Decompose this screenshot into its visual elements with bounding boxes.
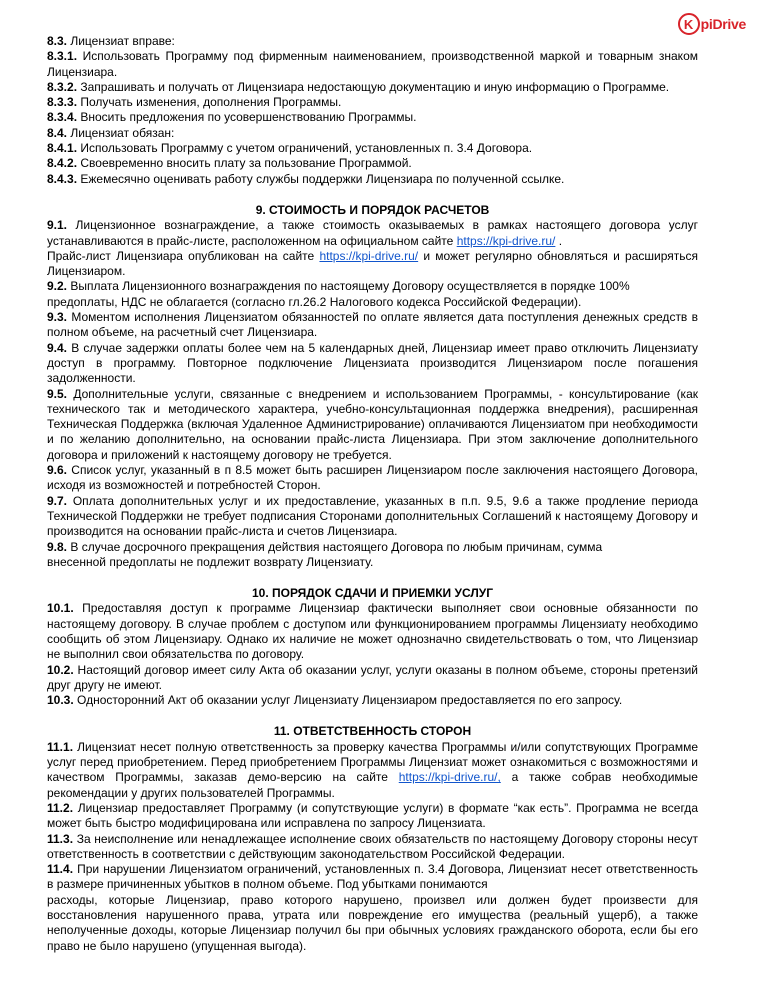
clause-10-2: 10.2. Настоящий договор имеет силу Акта об оказании услуг, услуги оказаны в полном объеме, стороны претензий друг другу не имеют.: [47, 662, 698, 692]
kpi-drive-link[interactable]: https://kpi-drive.ru/,: [398, 770, 501, 785]
clause-11-1: 11.1. Лицензиат несет полную ответственность за проверку качества Программы и/или сопутствующих Программе услуг перед приобретением. Перед приобретением Программы Лицензиат может ознакомиться с возможностями и качеством Программы, заказав демо-версию на сайте https://kpi-drive.ru/, а также собрав необходимые рекомендации у других пользователей Программы.: [47, 739, 698, 800]
logo-mark: K: [678, 13, 700, 35]
clause-8-3-4: 8.3.4. Вносить предложения по усовершенствованию Программы.: [47, 110, 417, 125]
logo-text: piDrive: [700, 16, 746, 32]
clause-8-3-3: 8.3.3. Получать изменения, дополнения Программы.: [47, 95, 342, 110]
clause-11-3: 11.3. За неисполнение или ненадлежащее исполнение своих обязательств по настоящему Договору стороны несут ответственность в соответствии с действующим законодательством Российской Федерации.: [47, 831, 698, 861]
kpi-drive-link[interactable]: https://kpi-drive.ru/: [456, 233, 556, 248]
clause-9-3: 9.3. Моментом исполнения Лицензиатом обязанностей по оплате является дата поступления денежных средств в полном объеме, на расчетный счет Лицензиара.: [47, 310, 698, 340]
clause-8-4-1: 8.4.1. Использовать Программу с учетом ограничений, установленных п. 3.4 Договора.: [47, 141, 533, 156]
clause-9-7: 9.7. Оплата дополнительных услуг и их предоставление, указанных в п.п. 9.5, 9.6 а также продление периода Технической Поддержки не требует подписания Сторонами дополнительных Соглашений к настоящему Договору и производится на основании прайс-листа и счетов Лицензиара.: [47, 493, 698, 539]
kpi-drive-link[interactable]: https://kpi-drive.ru/: [319, 248, 419, 263]
clause-9-4: 9.4. В случае задержки оплаты более чем на 5 календарных дней, Лицензиар имеет право отключить Лицензиату доступ в программу. Повторное подключение Лицензиата производится Лицензиаром после погашения задолженности.: [47, 340, 698, 386]
section-10-title: 10. ПОРЯДОК СДАЧИ И ПРИЕМКИ УСЛУГ: [251, 586, 494, 601]
clause-8-4: 8.4. Лицензиат обязан:: [47, 125, 175, 140]
clause-8-3-1: 8.3.1. Использовать Программу под фирменным наименованием, производственной маркой и товарным знаком Лицензиара.: [47, 49, 698, 79]
clause-9-1: 9.1. Лицензионное вознаграждение, а также стоимость оказываемых в рамках настоящего договора услуг устанавливаются в прайс-листе, расположенном на официальном сайте https://kpi-drive.ru/ .: [47, 218, 698, 248]
clause-8-4-3: 8.4.3. Ежемесячно оценивать работу службы поддержки Лицензиара по полученной ссылке.: [47, 171, 565, 186]
kpidrive-logo: [678, 12, 746, 36]
clause-9-5: 9.5. Дополнительные услуги, связанные с внедрением и использованием Программы, - консультирование (как технического так и методического характера, учебно-консультационная поддержка внедрения), расширенная Техническая Поддержка (включая Удаленное Администрирование) оплачиваются Лицензиатом при необходимости и по желанию дополнительно, на основании прайс-листа Лицензиара. При этом заключение дополнительного договора и приложений к настоящему договору не требуется.: [47, 386, 698, 462]
clause-11-4: 11.4. При нарушении Лицензиатом ограничений, установленных п. 3.4 Договора, Лицензиат несет ответственность в размере причиненных убытков в полном объеме. Под убытками понимаются: [47, 862, 698, 892]
clause-8-4-2: 8.4.2. Своевременно вносить плату за пользование Программой.: [47, 156, 412, 171]
clause-10-1: 10.1. Предоставляя доступ к программе Лицензиар фактически выполняет свои основные обязанности по настоящему договору. В случае проблем с доступом или функционированием программы Лицензиату необходимо сообщить об этом Лицензиару. Однако их наличие не может однозначно свидетельствовать о том, что Лицензиар не выполнил свои обязательства по договору.: [47, 601, 698, 662]
clause-8-3-2: 8.3.2. Запрашивать и получать от Лицензиара недостающую документацию и иную информацию о Программе.: [47, 79, 670, 94]
document-body: [47, 34, 698, 954]
clause-11-4-cont: расходы, которые Лицензиар, право которого нарушено, произвел или должен будет произвести для восстановления нарушенного права, утрата или повреждение его имущества (реальный ущерб), а также неполученные доходы, которые Лицензиар получил бы при обычных условиях гражданского оборота, если бы его право не было нарушено (упущенная выгода).: [47, 892, 698, 953]
clause-9-2: 9.2. Выплата Лицензионного вознаграждения по настоящему Договору осуществляется в порядке 100% предоплаты, НДС не облагается (согласно гл.26.2 Налогового кодекса Российской Федерации).: [47, 279, 630, 309]
clause-8-3: 8.3. Лицензиат вправе:: [47, 34, 175, 48]
clause-11-2: 11.2. Лицензиар предоставляет Программу (и сопутствующие услуги) в формате “как есть”. Программа не всегда может быть быстро модифицирована или исправлена по запросу Лицензиата.: [47, 800, 698, 831]
section-9-title: 9. СТОИМОСТЬ И ПОРЯДОК РАСЧЕТОВ: [255, 202, 490, 217]
section-11-title: 11. ОТВЕТСТВЕННОСТЬ СТОРОН: [273, 724, 472, 739]
clause-9-1-pricelist: Прайс-лист Лицензиара опубликован на сайте https://kpi-drive.ru/ и может регулярно обновляться и расширяться Лицензиаром.: [47, 248, 698, 279]
clause-9-8: 9.8. В случае досрочного прекращения действия настоящего Договора по любым причинам, сумма внесенной предоплаты не подлежит возврату Лицензиату.: [47, 539, 603, 569]
clause-9-6: 9.6. Список услуг, указанный в п 8.5 может быть расширен Лицензиаром после заключения настоящего Договора, исходя из возможностей и потребностей Сторон.: [47, 463, 698, 493]
clause-10-3: 10.3. Односторонний Акт об оказании услуг Лицензиату Лицензиаром предоставляется по его запросу.: [47, 693, 623, 708]
